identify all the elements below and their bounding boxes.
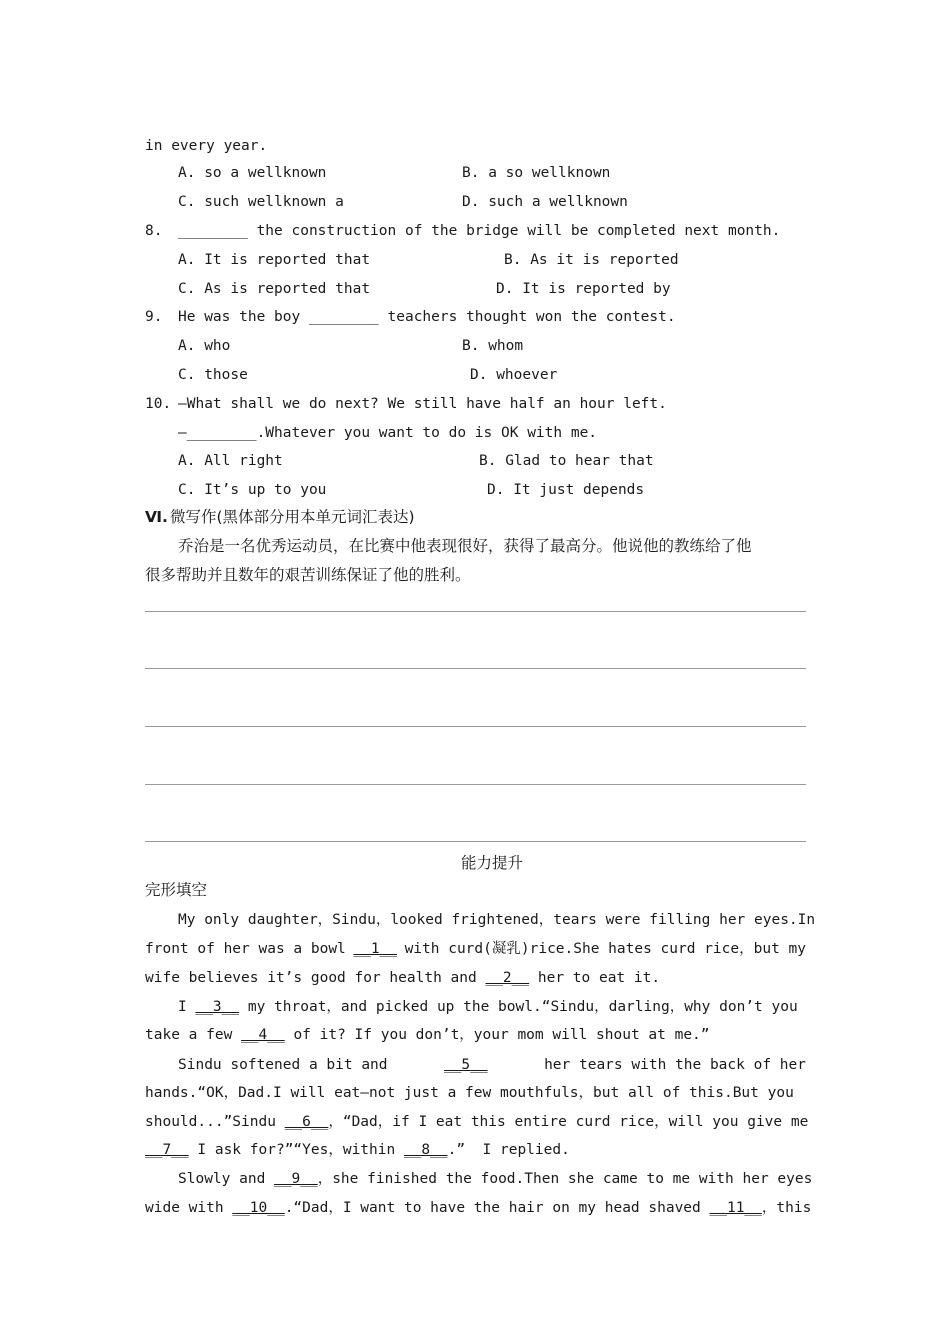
q7-option-a: A. so a wellknown (178, 165, 327, 181)
cloze-text: her to eat it. (537, 970, 661, 986)
cloze-blank-1: __1__ (353, 941, 398, 957)
q9-stem: He was the boy ________ teachers thought won the contest. (178, 309, 676, 325)
cloze-p1-line3 (145, 968, 660, 988)
cloze-text: .“Dad，I want to have the hair on my head shaved (284, 1200, 701, 1216)
cloze-text: I ask for?”“Yes，within (197, 1142, 396, 1158)
cloze-text: Sindu softened a bit and (178, 1057, 388, 1073)
q10-option-d: D. It just depends (487, 482, 645, 498)
cloze-p3-line3 (145, 1112, 808, 1132)
cloze-text: Slowly and (178, 1171, 266, 1187)
cloze-p2-line1 (178, 997, 798, 1017)
answer-line-3 (145, 726, 806, 727)
cloze-text: with curd(凝乳)rice.She hates curd rice，but my (404, 941, 806, 957)
q9-option-d: D. whoever (470, 367, 558, 383)
q9-number: 9. (145, 309, 163, 325)
cloze-text: wide with (145, 1200, 224, 1216)
cloze-p4-line1 (178, 1169, 812, 1189)
cloze-p1-line2 (145, 939, 806, 959)
cloze-blank-10: __10__ (232, 1200, 285, 1216)
q10-option-a: A. All right (178, 453, 283, 469)
cloze-text: of it? If you don’t，your mom will shout at me.” (293, 1027, 710, 1043)
q10-line1: —What shall we do next? We still have half an hour left. (178, 396, 667, 412)
answer-line-1 (145, 611, 806, 612)
cloze-blank-5: __5__ (443, 1057, 488, 1073)
q8-number: 8. (145, 223, 163, 239)
cloze-blank-8: __8__ (403, 1142, 448, 1158)
q8-stem: ________ the construction of the bridge will be completed next month. (178, 223, 781, 239)
cloze-p4-line2 (145, 1198, 811, 1218)
q10-option-c: C. It’s up to you (178, 482, 327, 498)
cloze-blank-2: __2__ (485, 970, 530, 986)
cloze-text: should...”Sindu (145, 1114, 276, 1130)
q10-number: 10. (145, 396, 172, 412)
cloze-blank-3: __3__ (195, 999, 240, 1015)
cloze-text: her tears with the back of her (544, 1057, 806, 1073)
cloze-blank-4: __4__ (241, 1027, 285, 1043)
answer-line-5 (145, 841, 806, 842)
q8-option-c: C. As is reported that (178, 281, 371, 297)
cloze-p3-line1 (178, 1055, 806, 1075)
cloze-text: wife believes it’s good for health and (145, 970, 477, 986)
cloze-title: 完形填空 (145, 881, 208, 899)
section6-prompt-line1: 乔治是一名优秀运动员，在比赛中他表现很好，获得了最高分。他说他的教练给了他 (178, 537, 752, 555)
q7-option-c: C. such wellknown a (178, 194, 344, 210)
q10-line2: —________.Whatever you want to do is OK with me. (178, 425, 598, 441)
cloze-p1-line1: My only daughter，Sindu，looked frightened，tears were filling her eyes.In (178, 912, 816, 928)
cloze-text: take a few (145, 1027, 233, 1043)
cloze-blank-9: __9__ (274, 1171, 318, 1187)
cloze-p3-line2: hands.“OK，Dad.I will eat—not just a few mouthfuls，but all of this.But you (145, 1085, 794, 1101)
section6-heading: 微写作(黑体部分用本单元词汇表达) (170, 508, 415, 526)
cloze-text: ，“Dad，if I eat this entire curd rice，will you give me (328, 1114, 809, 1130)
q9-option-b: B. whom (462, 338, 524, 354)
section-title: 能力提升 (460, 854, 523, 872)
cloze-text: ，she finished the food.Then she came to me with her eyes (317, 1171, 813, 1187)
q9-option-c: C. those (178, 367, 248, 383)
cloze-p2-line2 (145, 1025, 710, 1045)
cloze-text: front of her was a bowl (145, 941, 346, 957)
cloze-blank-11: __11__ (709, 1200, 762, 1216)
cloze-blank-6: __6__ (284, 1114, 329, 1130)
q7-stem-tail: in every year. (145, 138, 268, 154)
q7-option-d: D. such a wellknown (462, 194, 628, 210)
q8-option-b: B. As it is reported (504, 252, 679, 268)
section6-prompt-line2: 很多帮助并且数年的艰苦训练保证了他的胜利。 (145, 566, 471, 584)
answer-line-2 (145, 668, 806, 669)
q10-option-b: B. Glad to hear that (479, 453, 654, 469)
cloze-p3-line4 (145, 1140, 570, 1160)
cloze-text: ，this (761, 1200, 812, 1216)
section6-number: Ⅵ. (145, 508, 168, 526)
answer-line-4 (145, 784, 806, 785)
cloze-text: .” I replied. (447, 1142, 570, 1158)
q7-option-b: B. a so wellknown (462, 165, 611, 181)
q8-option-a: A. It is reported that (178, 252, 371, 268)
q9-option-a: A. who (178, 338, 231, 354)
q8-option-d: D. It is reported by (496, 281, 671, 297)
cloze-blank-7: __7__ (145, 1142, 189, 1158)
cloze-text: I (178, 999, 187, 1015)
cloze-text: my throat，and picked up the bowl.“Sindu，darling，why don’t you (247, 999, 798, 1015)
